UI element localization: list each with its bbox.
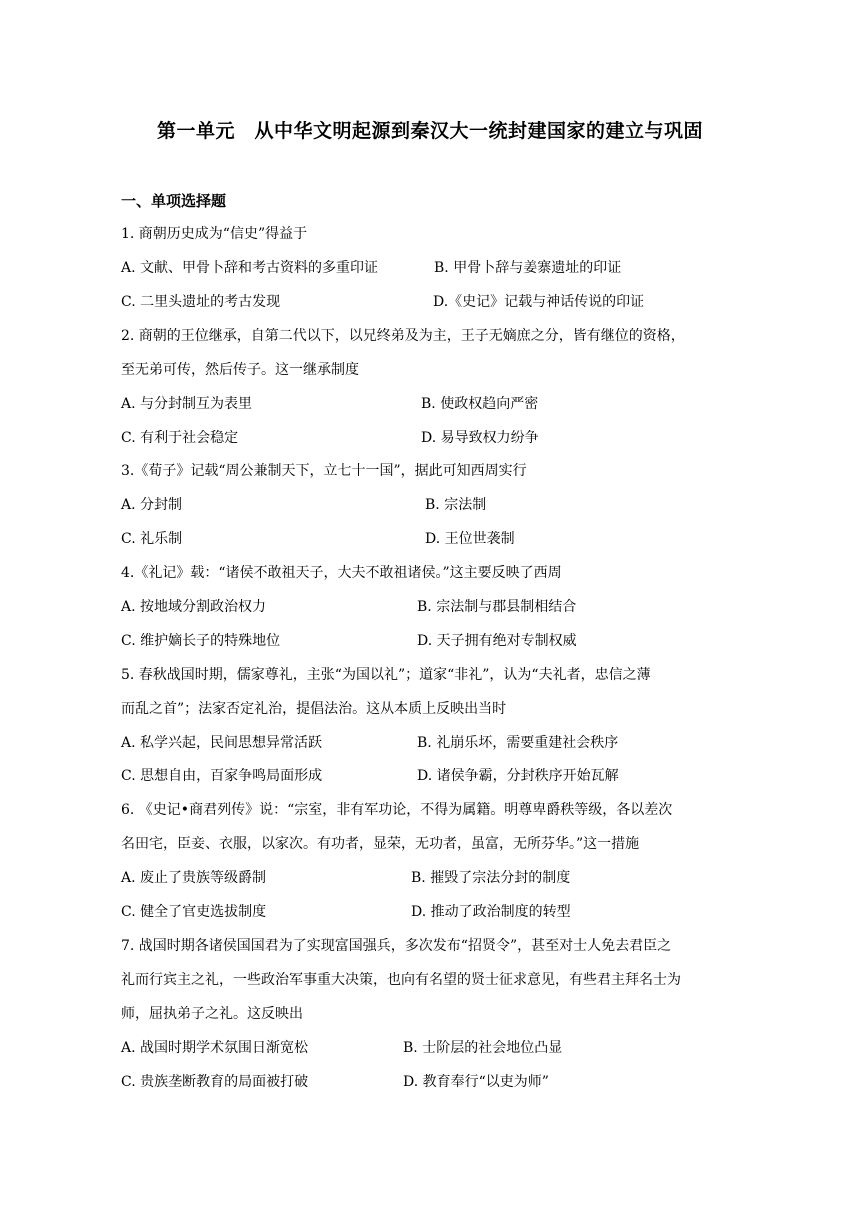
question-4-stem: 4.《礼记》载：“诸侯不敢祖天子，大夫不敢祖诸侯。”这主要反映了西周: [121, 565, 562, 581]
question-6-stem-line-1: 6. 《史记•商君列传》说：“宗室，非有军功论，不得为属籍。明尊卑爵秩等级，各以差次: [121, 802, 673, 818]
question-6-option-b: B. 摧毁了宗法分封的制度: [411, 870, 571, 886]
question-5-option-d: D. 诸侯争霸，分封秩序开始瓦解: [417, 768, 619, 784]
question-6-stem-line-2: 名田宅，臣妾、衣服，以家次。有功者，显荣，无功者，虽富，无所芬华。”这一措施: [121, 836, 640, 852]
question-5-option-a: A. 私学兴起，民间思想异常活跃: [121, 735, 323, 751]
question-2-stem-line-1: 2. 商朝的王位继承，自第二代以下，以兄终弟及为主，王子无嫡庶之分，皆有继位的资格，: [121, 328, 685, 344]
question-1-option-b: B. 甲骨卜辞与姜寨遗址的印证: [434, 260, 622, 276]
question-3-stem: 3.《荀子》记载“周公兼制天下，立七十一国”，据此可知西周实行: [121, 463, 527, 479]
question-6-option-d: D. 推动了政治制度的转型: [411, 904, 571, 920]
question-1-option-d: D.《史记》记载与神话传说的印证: [433, 294, 645, 310]
question-5-stem-line-2: 而乱之首”；法家否定礼治，提倡法治。这从本质上反映出当时: [121, 701, 507, 717]
question-7-option-b: B. 士阶层的社会地位凸显: [403, 1040, 563, 1056]
question-7-option-d: D. 教育奉行“以吏为师”: [403, 1074, 549, 1090]
question-2-option-d: D. 易导致权力纷争: [421, 430, 539, 446]
question-6-option-c: C. 健全了官吏选拔制度: [121, 904, 267, 920]
question-7-stem-line-2: 礼而行宾主之礼，一些政治军事重大决策，也向有名望的贤士征求意见，有些君主拜名士为: [121, 972, 681, 988]
question-7-stem-line-3: 师，屈执弟子之礼。这反映出: [121, 1006, 303, 1022]
section-heading: 一、单项选择题: [121, 192, 227, 210]
question-3-option-d: D. 王位世袭制: [425, 531, 515, 547]
question-2-option-a: A. 与分封制互为表里: [121, 396, 253, 412]
question-2-option-b: B. 使政权趋向严密: [421, 396, 539, 412]
question-3-option-a: A. 分封制: [121, 497, 183, 513]
question-4-option-b: B. 宗法制与郡县制相结合: [417, 599, 577, 615]
question-7-option-a: A. 战国时期学术氛围日渐宽松: [121, 1040, 309, 1056]
page-title: 第一单元 从中华文明起源到秦汉大一统封建国家的建立与巩固: [156, 120, 703, 142]
question-1-stem: 1. 商朝历史成为“信史”得益于: [121, 226, 308, 242]
question-4-option-c: C. 维护嫡长子的特殊地位: [121, 633, 281, 649]
question-5-stem-line-1: 5. 春秋战国时期，儒家尊礼，主张“为国以礼”；道家“非礼”，认为“夫礼者，忠信之薄: [121, 667, 651, 683]
question-7-option-c: C. 贵族垄断教育的局面被打破: [121, 1074, 309, 1090]
question-7-stem-line-1: 7. 战国时期各诸侯国国君为了实现富国强兵，多次发布“招贤令”，甚至对士人免去君臣之: [121, 938, 672, 954]
question-4-option-d: D. 天子拥有绝对专制权威: [417, 633, 577, 649]
question-5-option-c: C. 思想自由，百家争鸣局面形成: [121, 768, 323, 784]
question-1-option-a: A. 文献、甲骨卜辞和考古资料的多重印证: [121, 260, 379, 276]
question-2-option-c: C. 有利于社会稳定: [121, 430, 239, 446]
question-4-option-a: A. 按地域分割政治权力: [121, 599, 267, 615]
question-3-option-b: B. 宗法制: [425, 497, 487, 513]
question-1-option-c: C. 二里头遗址的考古发现: [121, 294, 281, 310]
question-2-stem-line-2: 至无弟可传，然后传子。这一继承制度: [121, 362, 359, 378]
question-3-option-c: C. 礼乐制: [121, 531, 183, 547]
question-5-option-b: B. 礼崩乐坏，需要重建社会秩序: [417, 735, 619, 751]
question-6-option-a: A. 废止了贵族等级爵制: [121, 870, 267, 886]
